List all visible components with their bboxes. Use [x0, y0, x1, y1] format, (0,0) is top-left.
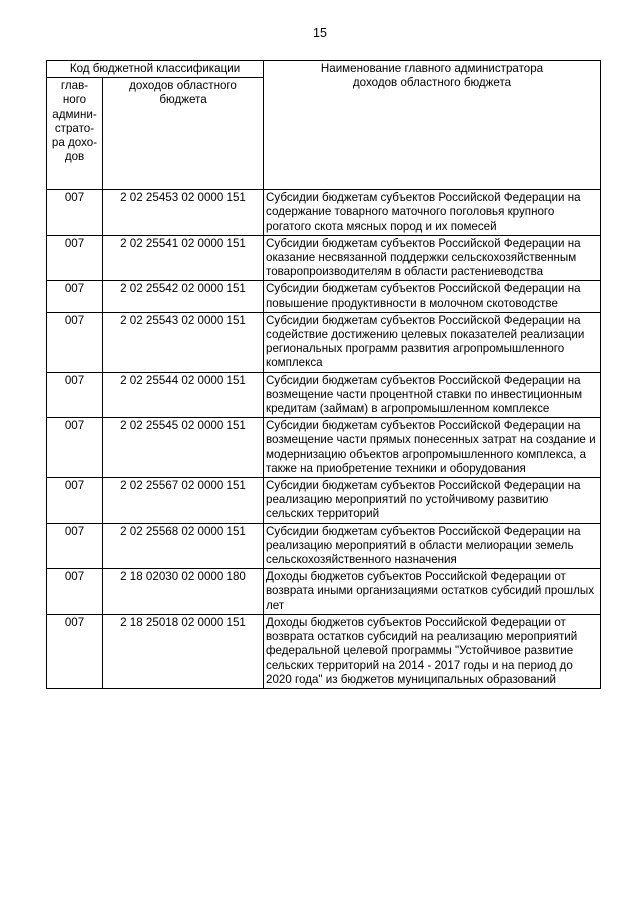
revenue-name-cell: Субсидии бюджетам субъектов Российской Федерации на возмещение части процентной ставки по инвестиционным кредитам (займам) в агропромышленном комплексе: [264, 372, 601, 418]
admin-code-cell: 007: [47, 235, 103, 281]
header-admin-line: ного: [62, 93, 87, 107]
table-row: [47, 523, 601, 569]
revenue-code-cell: 2 02 25545 02 0000 151: [103, 418, 264, 478]
table-row: [47, 190, 601, 236]
header-budget-code-group: Код бюджетной классификации: [47, 61, 264, 78]
header-name-column: [264, 61, 601, 190]
table-row: [47, 478, 601, 524]
admin-code-cell: 007: [47, 281, 103, 312]
header-admin-line: админи-: [52, 107, 97, 121]
revenue-name-cell: Субсидии бюджетам субъектов Российской Федерации на возмещение части прямых понесенных затрат на создание и модернизацию объектов агропромышленного комплекса, а также на приобретение техники и оборудования: [264, 418, 601, 478]
revenue-name-cell: Субсидии бюджетам субъектов Российской Федерации на оказание несвязанной поддержки сельскохозяйственным товаропроизводителям в области растениеводства: [264, 235, 601, 281]
revenue-code-cell: 2 18 02030 02 0000 180: [103, 569, 264, 615]
revenue-code-cell: 2 02 25567 02 0000 151: [103, 478, 264, 524]
revenue-code-cell: 2 02 25543 02 0000 151: [103, 312, 264, 372]
header-admin-line: ра дохо-: [51, 136, 98, 150]
admin-code-cell: 007: [47, 190, 103, 236]
table-row: [47, 569, 601, 615]
header-name-line: Наименование главного администратора: [320, 62, 544, 75]
revenue-name-cell: Доходы бюджетов субъектов Российской Федерации от возврата остатков субсидий на реализацию мероприятий федеральной целевой программы "Устойчивое развитие сельских территорий на 2014 - 2017 годы и на период до 2020 года" из бюджетов муниципальных образований: [264, 614, 601, 688]
admin-code-cell: 007: [47, 478, 103, 524]
revenue-code-cell: 2 02 25568 02 0000 151: [103, 523, 264, 569]
header-revenue-column: [103, 78, 264, 190]
table-row: [47, 418, 601, 478]
admin-code-cell: 007: [47, 614, 103, 688]
admin-code-cell: 007: [47, 372, 103, 418]
header-revenue-line: бюджета: [159, 93, 207, 107]
revenue-name-cell: Субсидии бюджетам субъектов Российской Федерации на реализацию мероприятий в области мелиорации земель сельскохозяйственного назначения: [264, 523, 601, 569]
header-admin-column: [47, 78, 103, 190]
revenue-code-cell: 2 02 25544 02 0000 151: [103, 372, 264, 418]
table-row: [47, 372, 601, 418]
revenue-code-cell: 2 18 25018 02 0000 151: [103, 614, 264, 688]
header-name-line: доходов областного бюджета: [352, 76, 512, 90]
admin-code-cell: 007: [47, 569, 103, 615]
revenue-name-cell: Субсидии бюджетам субъектов Российской Федерации на повышение продуктивности в молочном скотоводстве: [264, 281, 601, 312]
revenue-code-cell: 2 02 25542 02 0000 151: [103, 281, 264, 312]
page-number: 15: [313, 26, 327, 40]
table-row: [47, 312, 601, 372]
header-admin-line: глав-: [60, 79, 89, 93]
table-row: [47, 235, 601, 281]
budget-classification-table: [46, 60, 601, 689]
revenue-name-cell: Доходы бюджетов субъектов Российской Федерации от возврата иными организациями остатков субсидий прошлых лет: [264, 569, 601, 615]
header-admin-line: дов: [64, 150, 85, 164]
revenue-code-cell: 2 02 25453 02 0000 151: [103, 190, 264, 236]
header-revenue-line: доходов областного: [129, 79, 237, 93]
revenue-name-cell: Субсидии бюджетам субъектов Российской Федерации на содействие достижению целевых показателей реализации региональных программ развития агропромышленного комплекса: [264, 312, 601, 372]
revenue-name-cell: Субсидии бюджетам субъектов Российской Федерации на реализацию мероприятий по устойчивому развитию сельских территорий: [264, 478, 601, 524]
admin-code-cell: 007: [47, 523, 103, 569]
table-row: [47, 614, 601, 688]
admin-code-cell: 007: [47, 312, 103, 372]
revenue-code-cell: 2 02 25541 02 0000 151: [103, 235, 264, 281]
admin-code-cell: 007: [47, 418, 103, 478]
revenue-name-cell: Субсидии бюджетам субъектов Российской Федерации на содержание товарного маточного поголовья крупного рогатого скота мясных пород и их помесей: [264, 190, 601, 236]
header-admin-line: страто-: [54, 121, 95, 135]
table-row: [47, 281, 601, 312]
